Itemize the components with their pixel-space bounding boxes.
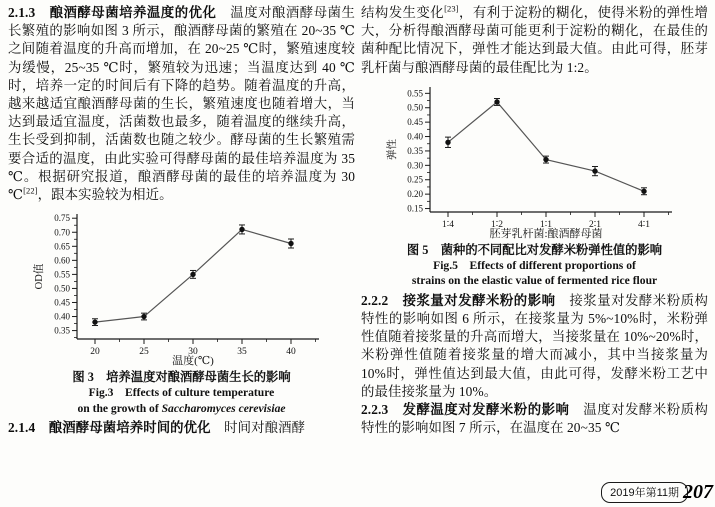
y-tick-label: 0.55 — [406, 88, 423, 99]
y-tick-label: 0.60 — [53, 255, 70, 266]
figure-3-chart — [31, 206, 333, 368]
section-2-1-3-paragraph — [8, 4, 355, 204]
y-tick-label: 0.35 — [53, 325, 70, 336]
citation-23: [23] — [444, 3, 459, 14]
x-tick-label: 4∶1 — [637, 219, 650, 230]
data-point — [239, 227, 244, 232]
figure-5-chart — [384, 79, 686, 241]
figure-3-caption-en-1: Fig.3 Effects of culture temperature — [88, 386, 275, 400]
y-tick-label: 0.30 — [406, 160, 423, 171]
x-tick-label: 35 — [236, 347, 247, 358]
citation-22: [22] — [23, 185, 38, 196]
figure-5-caption — [361, 242, 708, 289]
intro-body-tail: ，有利于淀粉的糊化，使得米粉的弹性增大，分析得酿酒酵母菌可能更利于淀粉的糊化，在最佳的菌种配比情况下，弹性才能达到最大值。由此可得，胚芽乳杆菌与酿酒酵母菌的最佳配比为 1:2。 — [361, 5, 708, 75]
data-point — [592, 168, 597, 173]
section-2-1-4-body: 时间对酿酒酵 — [210, 420, 306, 436]
right-column — [361, 4, 708, 437]
data-point — [190, 272, 195, 277]
x-axis-title: 温度(℃) — [171, 355, 214, 368]
section-2-1-4-paragraph — [8, 419, 355, 437]
figure-3-caption-cn: 图 3 培养温度对酿酒酵母菌生长的影响 — [72, 370, 291, 385]
data-point — [92, 320, 97, 325]
section-2-2-2-body: 接浆量对发酵米粉质构特性的影响如图 6 所示，在接浆量为 5%~10%时，米粉弹性值随着接浆量的升高而增大，当接浆量在 10%~20%时，米粉弹性值随着接浆量的增大而减小，其中当接浆量为 10%时，弹性值达到最大值，由此可得，发酵米粉工艺中的最佳接浆量为 10%。 — [361, 292, 708, 399]
y-axis-title: 弹性 — [386, 138, 398, 160]
y-tick-label: 0.50 — [406, 102, 423, 113]
figure-3-caption-en-2: on the growth of Saccharomyces cerevisiae — [77, 401, 286, 415]
intro-body: 结构发生变化 — [361, 5, 445, 20]
x-tick-label: 40 — [285, 347, 296, 358]
x-axis-title: 胚芽乳杆菌:酿酒酵母菌 — [488, 227, 603, 240]
page-number: 207 — [683, 480, 713, 503]
figure-5-caption-en-2: strains on the elastic value of fermented rice flour — [411, 274, 658, 288]
x-tick-label: 25 — [138, 347, 149, 358]
section-2-2-3-paragraph — [361, 401, 708, 437]
y-tick-label: 0.45 — [406, 116, 423, 127]
data-point — [494, 99, 499, 104]
data-point — [641, 188, 646, 193]
data-point — [288, 241, 293, 246]
y-tick-label: 0.65 — [53, 241, 70, 252]
section-2-2-2-paragraph — [361, 292, 708, 401]
y-tick-label: 0.15 — [406, 203, 423, 214]
y-tick-label: 0.25 — [406, 174, 423, 185]
y-tick-label: 0.70 — [53, 227, 70, 238]
section-2-2-2-heading: 2.2.2 接浆量对发酵米粉的影响 — [361, 292, 556, 308]
y-tick-label: 0.40 — [53, 311, 70, 322]
y-axis-title: OD值 — [33, 263, 45, 290]
y-tick-label: 0.35 — [406, 145, 423, 156]
x-tick-label: 2∶1 — [588, 219, 601, 230]
figure-5 — [361, 79, 708, 289]
intro-paragraph — [361, 4, 708, 77]
data-point — [543, 157, 548, 162]
section-2-2-3-heading: 2.2.3 发酵温度对发酵米粉的影响 — [361, 402, 570, 418]
y-tick-label: 0.45 — [53, 297, 70, 308]
figure-3-caption — [8, 369, 355, 416]
section-2-2-3-body: 温度对发酵米粉质构特性的影响如图 7 所示，在温度在 20~35 ℃ — [361, 402, 708, 436]
issue-badge: 2019年第11期 — [601, 482, 688, 503]
figure-5-caption-cn: 图 5 菌种的不同配比对发酵米粉弹性值的影响 — [406, 242, 663, 257]
figure-5-caption-en-1: Fig.5 Effects of different proportions of — [433, 258, 636, 272]
x-tick-label: 20 — [89, 347, 100, 358]
x-tick-label: 1∶2 — [490, 219, 503, 230]
section-2-1-3-body: 温度对酿酒酵母菌生长繁殖的影响如图 3 所示，酿酒酵母菌的繁殖在 20~35 ℃之间随着温度的升高而增加，在 20~25 ℃时，繁殖速度较为缓慢，25~35 ℃时，繁殖较为迅速；当温度达到 40 ℃时，培养一定的时间后有下降的趋势。随着温度的升高，越来越适宜酿酒酵母菌的生长，繁殖速度也随着增大，当达到最适宜温度，活菌数也最多，随着温度的继续升高，生长受到抑制，活菌数也随之较少。酵母菌的生长繁殖需要合适的温度，由此实验可得酵母菌的最佳培养温度为 35 ℃。根据研究报道，酿酒酵母菌的最佳的培养温度为 30 ℃ — [8, 5, 355, 203]
figure-3 — [8, 206, 355, 416]
footer — [601, 479, 713, 505]
y-tick-label: 0.20 — [406, 188, 423, 199]
series-line — [448, 102, 644, 191]
x-tick-label: 1∶4 — [441, 219, 454, 230]
y-tick-label: 0.50 — [53, 283, 70, 294]
x-tick-label: 30 — [187, 347, 198, 358]
section-2-1-4-heading: 2.1.4 酿酒酵母菌培养时间的优化 — [8, 420, 211, 436]
data-point — [141, 314, 146, 319]
y-tick-label: 0.75 — [53, 213, 70, 224]
left-column — [8, 4, 355, 437]
y-tick-label: 0.55 — [53, 269, 70, 280]
section-2-1-3-heading: 2.1.3 酿酒酵母菌培养温度的优化 — [8, 5, 217, 20]
species-name: Saccharomyces cerevisiae — [161, 401, 286, 415]
x-tick-label: 1∶1 — [539, 219, 552, 230]
data-point — [445, 139, 450, 144]
y-tick-label: 0.40 — [406, 131, 423, 142]
section-2-1-3-body-tail: ，跟本实验较为相近。 — [37, 187, 173, 203]
